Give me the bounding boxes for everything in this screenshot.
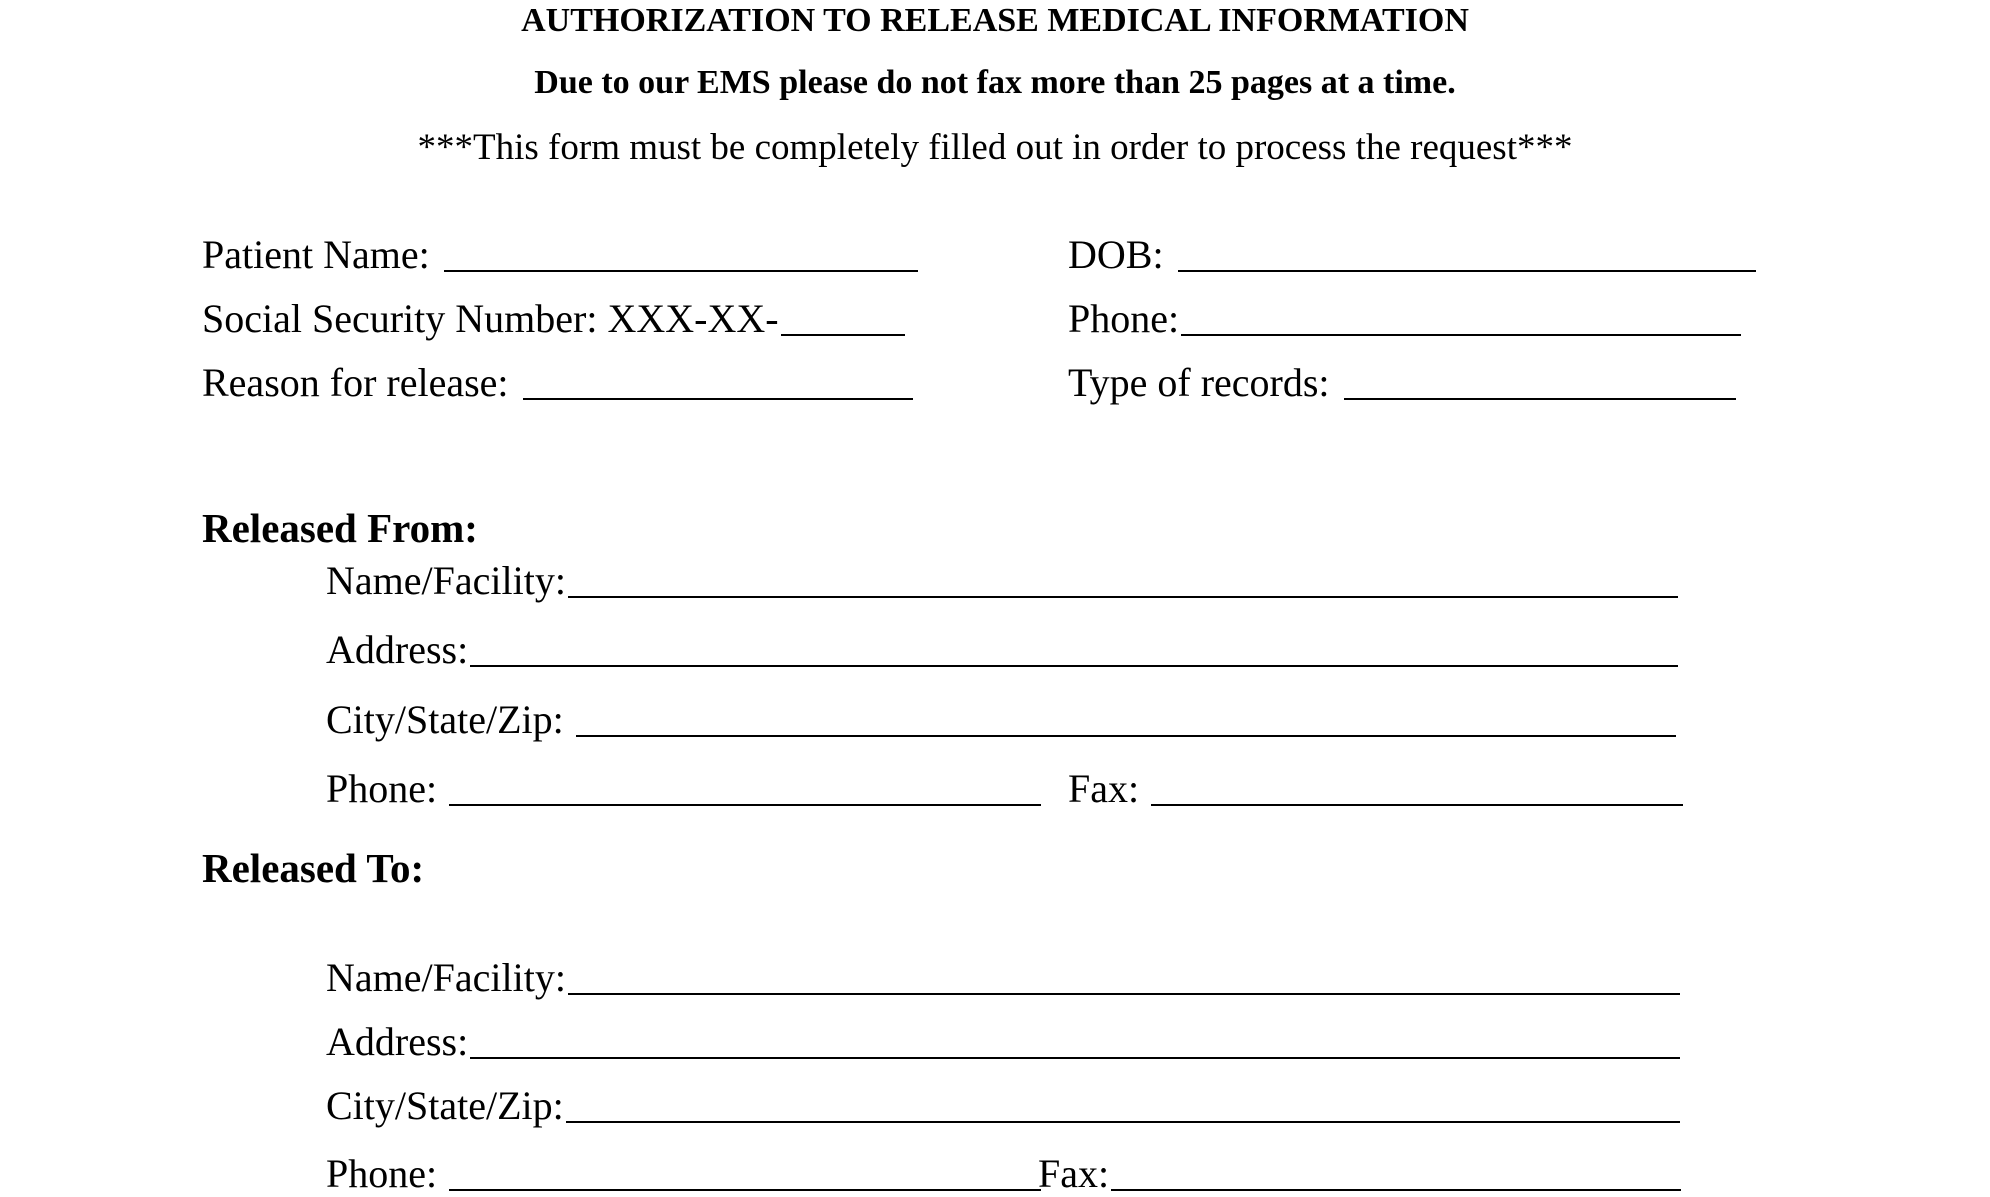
- ssn-label: Social Security Number: XXX-XX-: [202, 296, 779, 341]
- patient-phone-label: Phone:: [1068, 296, 1180, 341]
- patient-phone-field: [1068, 296, 1741, 342]
- patient-name-field: [202, 232, 918, 278]
- from-fax-field: [1068, 766, 1683, 812]
- from-city-field: [326, 697, 1676, 743]
- to-name-blank[interactable]: [568, 993, 1680, 995]
- to-city-label: City/State/Zip:: [326, 1083, 564, 1128]
- released-from-heading: Released From:: [202, 505, 478, 551]
- record-type-blank[interactable]: [1344, 398, 1736, 400]
- from-name-label: Name/Facility:: [326, 558, 566, 603]
- from-fax-blank[interactable]: [1151, 804, 1683, 806]
- to-city-field: [326, 1083, 1680, 1129]
- record-type-label: Type of records:: [1068, 360, 1330, 405]
- fax-limit-notice: Due to our EMS please do not fax more than 25 pages at a time.: [534, 64, 1456, 101]
- from-name-field: [326, 558, 1678, 604]
- ssn-field: [202, 296, 905, 342]
- to-address-field: [326, 1019, 1680, 1065]
- to-fax-blank[interactable]: [1111, 1189, 1681, 1191]
- from-address-blank[interactable]: [470, 665, 1678, 667]
- from-address-label: Address:: [326, 627, 469, 672]
- to-address-label: Address:: [326, 1019, 469, 1064]
- reason-label: Reason for release:: [202, 360, 509, 405]
- dob-blank[interactable]: [1178, 270, 1756, 272]
- completion-notice: ***This form must be completely filled out in order to process the request***: [417, 127, 1573, 168]
- to-address-blank[interactable]: [470, 1057, 1680, 1059]
- dob-label: DOB:: [1068, 232, 1164, 277]
- patient-phone-blank[interactable]: [1181, 334, 1741, 336]
- from-phone-field: [326, 766, 1041, 812]
- to-fax-label: Fax:: [1038, 1151, 1110, 1196]
- to-phone-label: Phone:: [326, 1151, 438, 1196]
- patient-name-label: Patient Name:: [202, 232, 430, 277]
- to-name-field: [326, 955, 1680, 1001]
- reason-blank[interactable]: [523, 398, 913, 400]
- to-phone-blank[interactable]: [449, 1189, 1041, 1191]
- reason-field: [202, 360, 913, 406]
- to-name-label: Name/Facility:: [326, 955, 566, 1000]
- to-fax-field: [1038, 1151, 1681, 1197]
- record-type-field: [1068, 360, 1736, 406]
- from-city-label: City/State/Zip:: [326, 697, 564, 742]
- to-city-blank[interactable]: [566, 1121, 1680, 1123]
- from-name-blank[interactable]: [568, 596, 1678, 598]
- form-title: AUTHORIZATION TO RELEASE MEDICAL INFORMATION: [521, 2, 1469, 39]
- from-city-blank[interactable]: [576, 735, 1676, 737]
- from-fax-label: Fax:: [1068, 766, 1140, 811]
- from-phone-blank[interactable]: [449, 804, 1041, 806]
- ssn-blank[interactable]: [781, 334, 905, 336]
- dob-field: [1068, 232, 1756, 278]
- to-phone-field: [326, 1151, 1041, 1197]
- patient-name-blank[interactable]: [444, 270, 918, 272]
- released-to-heading: Released To:: [202, 845, 425, 891]
- from-phone-label: Phone:: [326, 766, 438, 811]
- from-address-field: [326, 627, 1678, 673]
